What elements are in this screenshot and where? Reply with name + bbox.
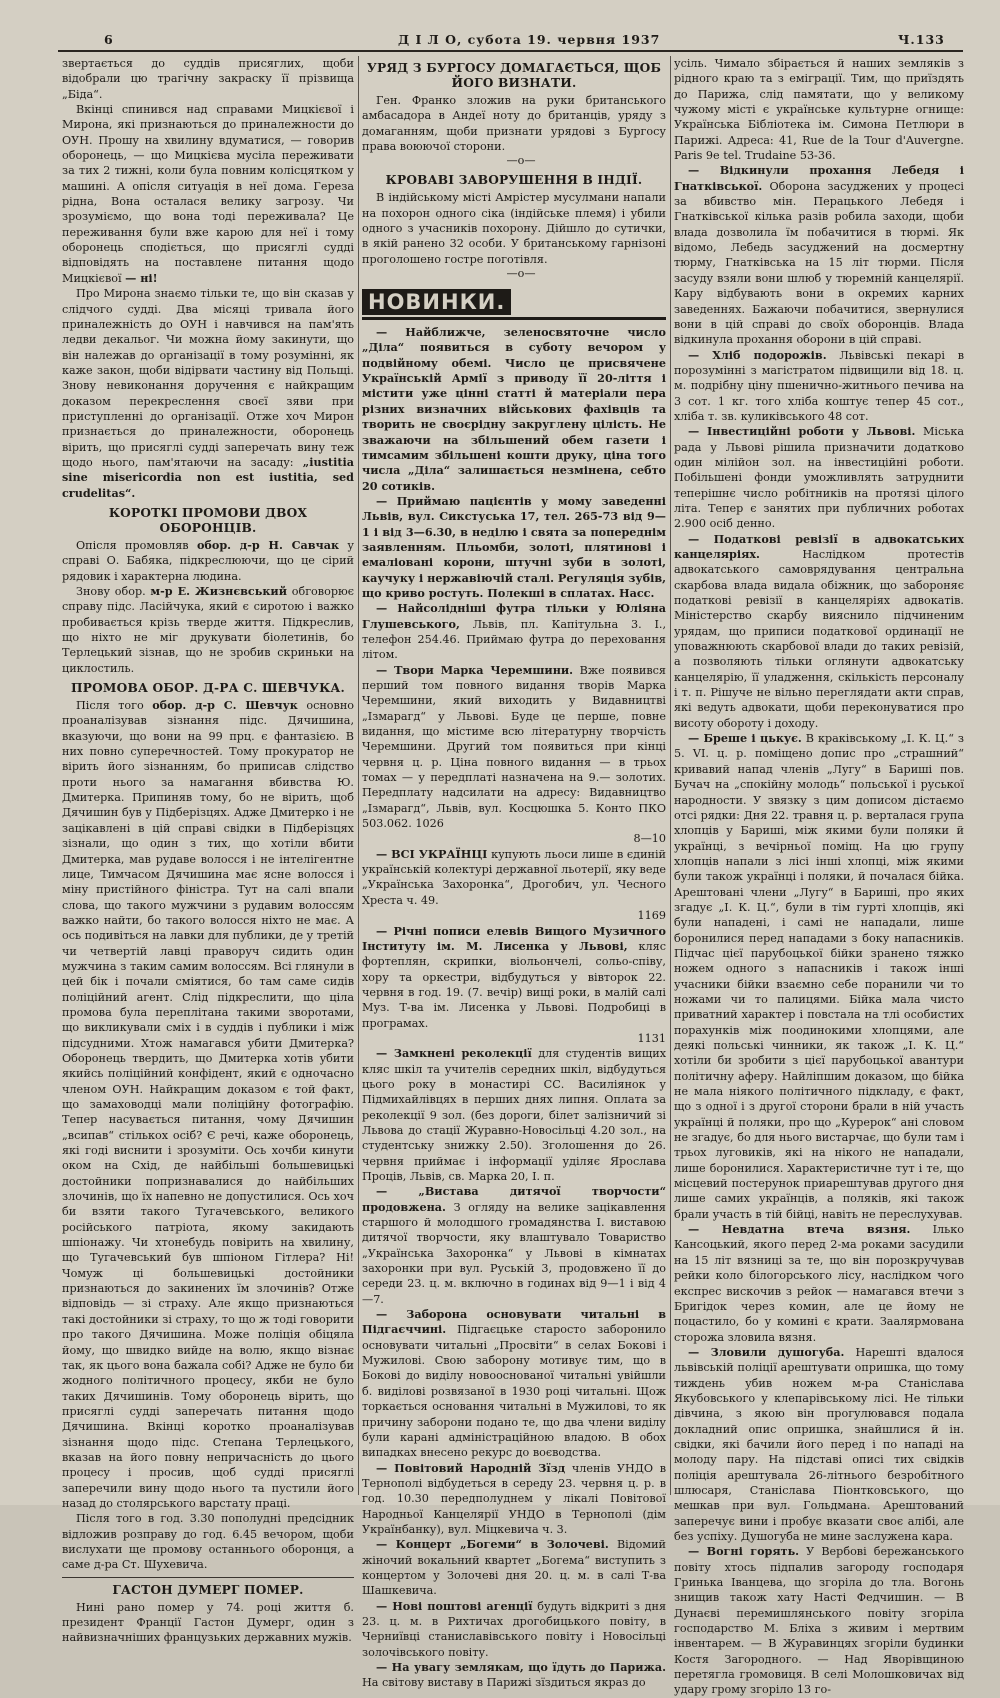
ad-reference: 1169: [637, 909, 666, 923]
paragraph: усіль. Чимало збірається й наших земляків з рідного краю та з еміграції. Тим, що приїздять до Парижа, слід памятати, що у великому чужому місті є українське культурне огнище: Українська Бібліотека ім. Симона Петлюри в Парижі. Адреса: 41, Rue de la Tour d'Auvergne. Paris 9e tel. Trudaine 53-36.: [674, 57, 964, 163]
section-heading: УРЯД З БУРГОСУ ДОМАГАЄТЬСЯ, ЩОБ ЙОГО ВИЗНАТИ.: [366, 61, 662, 90]
news-item: [362, 1307, 666, 1460]
text-run: З огляду на велике зацікавлення старшого й молодшого громадянства І. виставою дитячої творчости, яку влаштувало Товариство „Українська Захоронка“ у Львові в кімнатах захоронки при вул. Руській 3, продовжено її до середи 23. ц. м. включно в годинах від 9—1 і від 4—7.: [362, 1200, 666, 1306]
column-right: [674, 56, 965, 1697]
news-item: [362, 1660, 666, 1691]
news-item: [674, 532, 964, 731]
novynky-banner: НОВИНКИ.: [362, 289, 511, 315]
separator: —o—: [506, 154, 536, 168]
news-item: — Найближче, зеленосвяточне число „Діла“ появиться в суботу вечором у подвійному обемі. Число це присвячене Українській Армії з приводу її 20-ліття і містити уже цінні статті й матеріали пера різних визначних військових фахівців та творить не своєрідну закруглену цілість. Не зважаючи на збільшений обем газети і тимсамим збільшені кошти друку, ціна того числа „Діла“ залишається незмінена, себто 20 сотиків.: [362, 325, 666, 493]
news-item: [674, 1544, 964, 1697]
ad-reference: 1131: [637, 1031, 666, 1045]
news-title: — Бреше і цькує.: [688, 731, 802, 746]
text-run: Львів, пл. Капітульна 3. I., телефон 254.46. Приймаю футра до переховання літом.: [362, 617, 666, 662]
text-run: Ілько Кансоцький, якого перед 2-ма роками засудили на 15 літ вязниці за те, що він порозкручував рейки коло білогорського лісу, наслідком чого експрес вискочив з рейок — намагався втечи з Бригідок через комин, але це йому не поцастило, бо у комині є крати. Заалярмована сторожа зловила вязня.: [674, 1223, 964, 1344]
news-item: [362, 601, 666, 662]
text-run: Львівські пекарі в порозумінні з магістратом підвищили від 18. ц. м. подрібну ціну пшенично-житнього печива на 3 сот. 1 кг. того хліба коштує тепер 45 сот., хліба т. зв. куликівського 48 сот.: [674, 348, 965, 423]
text-run: Опісля промовляв: [76, 538, 189, 552]
column-divider: [358, 56, 359, 1495]
news-title: — Замкнені реколекції: [376, 1046, 532, 1061]
news-item: [674, 348, 964, 425]
text-run: кляс фортеплян, скрипки, віольончелі, сольо-співу, хору та оркестри, відбудуться у вівторок 22. червня в год. 19. (7. вечір) вищі роки, в малій салі Муз. Т-ва ім. Лисенка у Львові. Подробиці в програмах.: [362, 939, 666, 1030]
lawyer-name: обор. д-р С. Шевчук: [152, 698, 298, 713]
news-title: — Твори Марка Черемшини.: [376, 662, 574, 677]
text-run: обговорює справу підс. Ласійчука, який є сиротою і важко пробивається крізь тверде життя. Підкреслив, що ніхто не міг друкувати біолетинів, бо Терлецький зізнав, що не зробив скриньки на циклостиль.: [62, 585, 354, 675]
section-heading: ПРОМОВА ОБОР. Д-РА С. ШЕВЧУКА.: [71, 681, 345, 696]
paragraph: звертається до суддів присяглих, щоби відобрали цю трагічну закраску її прізвища „Біда“.: [62, 57, 354, 101]
text-run: у справі О. Бабяка, підкреслюючи, що це сірий рядовик і характерна людина.: [62, 538, 354, 583]
news-item: [362, 1461, 666, 1538]
news-item: [674, 424, 964, 531]
text-run: купують льоси лише в єдиній українській колектурі державної льотерії, яку веде „Українська Захоронка“, Дрогобич, ул. Чесного Хреста ч. 49.: [362, 847, 667, 907]
paragraph: [62, 286, 354, 501]
header-rule: [58, 50, 963, 52]
news-title: — Інвестиційні роботи у Львові.: [688, 424, 916, 439]
text-run: будуть відкриті з дня 23. ц. м. в Рихтичах дрогобицького повіту, в Черниївці станиславівського повіту і Новосільці золочівського повіту.: [362, 1599, 666, 1659]
paragraph: [62, 698, 354, 1511]
page-number: 6: [104, 32, 114, 47]
news-title: — Вогні горять.: [688, 1544, 800, 1559]
news-title: — Хліб подорожів.: [688, 347, 827, 362]
paragraph: [62, 584, 354, 676]
text-run: Вкінці спинився над справами Мицкієвої і Мирона, які признаються до приналежности до ОУН. Прошу на хвилину вдуматися, — говорив оборонець, — що Мицкієва мусіла переживати за тих 2 тижні, коли була повним колісцятком у машині. А опісля ситуація в неї дома. Гереза рідна, Вона осталася велику загрозу. Чи зрозуміємо, що вона тоді переживала? Це переживання були вже карою для неї і тому оборонець сподіється, що присяглі судді відповідять на поставлене питання щодо Мицкієвої: [62, 103, 354, 285]
section-heading: ГАСТОН ДУМЕРГ ПОМЕР.: [112, 1582, 304, 1597]
lawyer-name: м-р Е. Жизнєвський: [150, 584, 288, 598]
news-title: — Повітовий Народній Зїзд: [376, 1460, 566, 1475]
column-left: [62, 56, 355, 1645]
lawyer-name: обор. д-р Н. Савчак: [196, 537, 340, 552]
news-title: — Податкові ревізії в адвокатських канцеляріях.: [674, 531, 964, 561]
masthead: Д І Л О, субота 19. червня 1937: [398, 32, 661, 47]
news-item: [362, 1046, 666, 1184]
news-item: [674, 731, 964, 1222]
news-title: — Нові поштові агенції: [376, 1598, 533, 1613]
paragraph: Після того в год. 3.30 пополудні предсідник відложив розправу до год. 6.45 вечором, щоби вислухати ще промову останнього оборонця, а саме д-ра Ст. Шухевича.: [62, 1512, 354, 1572]
text-run: На світову виставу в Парижі зїздиться якраз до: [362, 1676, 646, 1690]
text-run: Про Мирона знаємо тільки те, що він сказав у слідчого судді. Два місяці тривала його приналежність до ОУН і навчився на пам'ять ледви декальог. Чи можна йому закинути, що він належав до організації в тому розумінні, як каже закон, щоби відірвати частину від Польщі. Знову невиконання доручення є найкращим доказом перекреслення своєї зяви при приступленні до організації. Отже хоч Мирон признається до приналежности, оборонець вірить, що присяглі судді заперечать вину теж щодо нього, пам'ятаючи на засаду:: [62, 287, 354, 469]
paragraph: Ген. Франко зложив на руки британського амбасадора в Андеї ноту до британців, уряду з домаганням, щоби признати урядові з Бургосу права воюючої сторони.: [362, 94, 666, 154]
latin-quote: „iustitia sine misericordia non est iustitia, sed crudelitas“.: [62, 454, 354, 500]
text-run: Підгаєцьке старосто заборонило основувати читальні „Просвіти“ в селах Бокові і Мужилові. Свою заборону мотивує тим, що в Бокові до виділу новооснованої читальні увійшли б. виділові розвязаної в 1930 році читальні. Щож торкається основання читальні в Мужилові, то як причину заборони подано те, що два члени виділу були карані адміністраційною владою. В обох випадках внесено рекурс до воєводства.: [362, 1323, 666, 1460]
news-title: — На увагу землякам, що їдуть до Парижа.: [376, 1660, 666, 1674]
news-item: [362, 847, 666, 908]
column-divider: [670, 56, 671, 1495]
section-heading: КОРОТКІ ПРОМОВИ ДВОХ ОБОРОНЦІВ.: [108, 505, 308, 535]
paragraph: [62, 102, 354, 286]
news-item: [362, 1537, 666, 1598]
text-run: Вже появився перший том повного видання творів Марка Черемшини, який виходить у Видавництві „Ізмарагд“ у Львові. Буде це перше, повне видання, що містиме всю літературну творчість Черемшини. Другий том появиться при кінці червня ц. р. Ціна повного видання — в трьох томах — у передплаті назначена на 9.— золотих. Передплату надсилати на адресу: Видавництво „Ізмарагд“, Львів, вул. Косцюшка 5. Конто ПКО 503.062. 1026: [362, 663, 666, 831]
news-item: [362, 1599, 666, 1660]
text-run: основно проаналізував зізнання підс. Дячишина, вказуючи, що вони на 99 прц. є фантазією. В них повно суперечностей. Тому прокуратор не вірить його зізнанням, бо приписав слідство проти нього за намагання вбивства Ю. Дмитерка. Припиняв тому, бо не вірить, щоб Дячишин був у Підберізцях. Адже Дмитерко і не зацікавлені в цій справі свідки в Підберізцях зізнали, що один з тих, що хотіли вбити Дмитерка, мав рудаве волосся і не інтелігентне лице, Тимчасом Дячишина має ясне волосся і міну пристійного фіністра. Тут на салі впали слова, що такого мужчини з рудавим волоссям важко найти, бо такого волосся ніхто не має. А ось подивіться на лавки для публики, де у третій чи четвертій лавці праворуч сидить один мужчина з таким самим волоссям. Всі глянули в цей бік і почали сміятися, бо там саме сидів поліційний агент. Слід підкреслити, що ціла промова була переплітана такими зворотами, що викликували сміх і в суддів і публики і між підсудними. Хтож намагався убити Дмитерка? Оборонець твердить, що Дмитерка хотів убити якийсь поліційний конфідент, який є одночасно членом ОУН. Найкращим доказом є той факт, що замаховодці мали поліційну фотографію. Тепер насувається питання, чому Дячишин „всипав“ стількох осіб? Є речі, каже оборонець, які годі виснити і зрозуміти. Ось хочби кинути оком на Схід, де найбільші большевицькі достойники попризнавалися до найбільших злочинів, що їх напевно не допустилися. Ось хоч би взяти такого Тугачевського, великого російського патріота, якому закидають шпіонажу. Чи хтонебудь повірить на хвилину, що Тугачевський був шпіоном Гітлера? Ні! Чомуж ці большевицькі достойники признаються до закинених їм злочинів? Отже відповідь — зі страху. Але якщо признаються такі достойники зі страху, то що ж тоді говорити про такого Дячишина. Може поліція обіцяла йому, що швидко вийде на волю, якщо візнає так, як цього вона бажала собі? Адже не було би жодного політичного процесу, якби не було таких Дячишинів. Тому оборонець вірить, що присяглі судді заперечать питання щодо Дячишина. Вкінці коротко проаналізував зізнання щодо підс. Степана Терлецького, вказав на його повну непричасність до цього процесу і просив, щоб судді присяглі заперечили вину щодо нього та пустили його назад до столярського варстату праці.: [62, 699, 355, 1510]
text-run: Відомий жіночий вокальний квартет „Богема“ виступить з концертом у Золочеві дня 20. ц. м. в салі Т-ва Шашкевича.: [362, 1538, 666, 1598]
issue-number: Ч.133: [898, 32, 945, 47]
news-item: [362, 1184, 666, 1307]
news-title: — Заборона основувати читальні в Підгаєччині.: [362, 1307, 666, 1337]
text-run: для студентів вищих кляс шкіл та учителів середних шкіл, відбудуться цього року в монастирі СС. Василіянок у Підмихайлівцях в перших днях липня. Оплата за реколекції 9 зол. (без дороги, білет залізничий зі Львова до стації Журавно-Новосільці 4.20 зол., на студентську знижку 2.50). Зголошення до 26. червня приймає і інформації уділяє Ярослава Проців, Львів, св. Марка 20, I. п.: [362, 1047, 667, 1183]
divider: [62, 1577, 354, 1578]
news-title: — ВСІ УКРАЇНЦІ: [376, 846, 488, 861]
section-heading: КРОВАВІ ЗАВОРУШЕННЯ В ІНДІЇ.: [385, 173, 643, 188]
text-run: Нарешті вдалося львівській поліції арештувати опришка, що тому тиждень убив ножем м-ра Станіслава Якубовського у клепарівському лісі. Не тільки дівчина, з якою він прогулювався подала докладний опис опришка, знайшлися й ін. свідки, які бачили його перед і по нападі на молоду пару. На підставі описі тих свідків поліція арештувала 26-літнього безробітного шлюсаря, Станіслава Піонтковського, що мешкав при вул. Гольдмана. Арештований заперечує вини і пробує вказати своє алібі, але без успіху. Душогуба не мине заслужена кара.: [674, 1345, 964, 1543]
news-item: [674, 1345, 964, 1544]
news-title: — Найсолідніші футра тільки у Юліяна Глушевського,: [362, 601, 666, 631]
paragraph: В індійському місті Амрістер мусулмани напали на похорон одного сіка (індійське племя) і убили одного з учасників похорону. Дійшло до сутички, в якій ранено 32 особи. У британському гарнізоні проголошено гостре поготівля.: [362, 191, 666, 266]
text-run: Міська рада у Львові рішила призначити додатково один мілійон зол. на інвестиційні роботи. Побільшені фонди уможливлять затруднити теперішнє число робітників на протязі цілого літа. Тепер є занятих при публичних роботах 2.900 осіб денно.: [674, 425, 964, 531]
text-run: Оборона засуджених у процесі за вбивство мін. Перацького Лебедя і Гнатківської кілька разів робила заходи, щоби влада дозволила їм побачитися в тюрмі. Як відомо, Лебедь засуджений на досмертну тюрму, Гнатківська на 15 літ тюрми. Після засуду взяли вони шлюб у тюремній канцелярії. Кару відбувають вони в окремих карних заведеннях. Бажаючи побачитися, звернулися вони в цій справі до своїх оборонців. Влада відкинула прохання оборони в цій справі.: [674, 179, 964, 347]
text-run: членів УНДО в Тернополі відбудеться в середу 23. червня ц. р. в год. 10.30 передполуднем у лікалі Повітової Народньої Канцелярії УНДО в Тернополі (дім Українбанку), вул. Міцкевича ч. 3.: [362, 1461, 666, 1536]
news-item: [362, 924, 666, 1031]
banner-rule: [362, 317, 666, 320]
column-middle: [362, 56, 667, 1690]
text-run: В краківському „І. К. Ц.“ з 5. VI. ц. р. поміщено допис про „страшний“ кривавий напад членів „Лугу“ в Бариші пов. Бучач на „спокійну молодь“ польської і руської народности. У звязку з цим дописом дістаємо отсі рядки: Дня 22. травня ц. р. верталася група хлопців у Бариші, між якими були поляки й українці, з вечірньої поміщ. На цю групу хлопців напали з лісі інші хлопці, між якими були також українці і поляки, й почалася бійка. Арештовані члени „Лугу“ в Бариші, про яких згадує „І. К. Ц.“, були в тім гурті хлопців, які були нападені, і самі не нападали, лише боронилися перед нападами з боку напасників. Підчас цієї парубоцької бійки зранено тяжко ножем одного з напасників і також інші учасники бійки взаємно себе поранили чи то ножами чи то палицями. Бійка мала чисто приватний характер і повстала на тлі особистих порахунків між поодинокими хлопцями, але деякі польські чинники, як також „І. К. Ц.“ хотіли би зробити з цієї парубоцької авантури політичну аферу. Найліпшим доказом, що бійка не мала ніякого політичного підкладу, є факт, що з одної і з другої сторони брали в ній участь українці й поляки, про що „Курерок“ ані словом не згадує, бо для нього вистарчає, що були там і трьох луговиків, які на нікого не нападали, лише боронилися. Характеристичне тут і те, що місцевий постерунок приарештував другого дня лише самих українців, а поляків, які також брали участь в тій бійці, навіть не переслухував.: [674, 732, 964, 1221]
news-item: [674, 1222, 964, 1345]
ad-reference: 8—10: [633, 832, 666, 846]
paragraph: [62, 538, 354, 584]
text-run: У Вербові бережанського повіту хтось підпалив загороду господаря Гринька Іванцева, що згоріла до тла. Вогонь знищив також хату Насті Федчишин. — В Дунаєві перемишлянського повіту згоріла господарство М. Бліха з живим і мертвим інвентарем. — В Журавинцях згоріли будинки Костя Загородного. — Над Яворівщиною перетягла громовиця. В селі Молошковичах від удару грому згоріло 13 го-: [674, 1545, 965, 1697]
text-run: Після того: [76, 699, 144, 713]
news-title: — Зловили душогуба.: [688, 1344, 845, 1359]
news-title: — Річні пописи елевів Вищого Музичного Інституту ім. М. Лисенка у Львові,: [362, 923, 666, 953]
news-item: [362, 663, 666, 832]
separator: —o—: [506, 267, 536, 281]
news-title: — Відкинули прохання Лебедя і Гнатківської.: [674, 163, 964, 193]
news-title: — Концерт „Богеми“ в Золочеві.: [376, 1537, 609, 1552]
news-title: — Невдатна втеча вязня.: [688, 1222, 911, 1237]
text-run: Наслідком протестів адвокатського самоврядування центральна скарбова влада видала обіжник, що забороняє податкові ревізії в канцеляріях адвокатів. Міністерство скарбу вияснило підчиненим урядам, що приписи податкової ординації не уповажнюють скарбової влади до таких ревізій, а позволяють тільки оглянути адвокатську канцелярію, її уладження, скількість персоналу і т. п. Рішуче не вільно переглядати акти справ, які ведуть адвокати, щоби переконуватися про висоту обороту і доходу.: [674, 548, 964, 730]
news-item: — Приймаю пацієнтів у мому заведенні Львів, вул. Сикстуська 17, тел. 265-73 від 9—1 і від 3—6.30, в неділю і свята за попереднім заявленням. Пльомби, золоті, плятинові і емаліовані корони, штучні зуби в золоті, каучуку і нержавіючій сталі. Регуляція зубів, що криво ростуть. Полекші в сплатах. Насс.: [362, 493, 666, 600]
paragraph: Нині рано помер у 74. році життя б. президент Франції Гастон Думерг, один з найвизначніших французьких державних мужів.: [62, 1600, 354, 1645]
text-run: Знову обор.: [76, 585, 146, 598]
news-title: — „Вистава дитячої творчости“ продовжена.: [362, 1184, 666, 1214]
emphasis: — ні!: [125, 270, 158, 285]
news-item: [674, 163, 964, 347]
